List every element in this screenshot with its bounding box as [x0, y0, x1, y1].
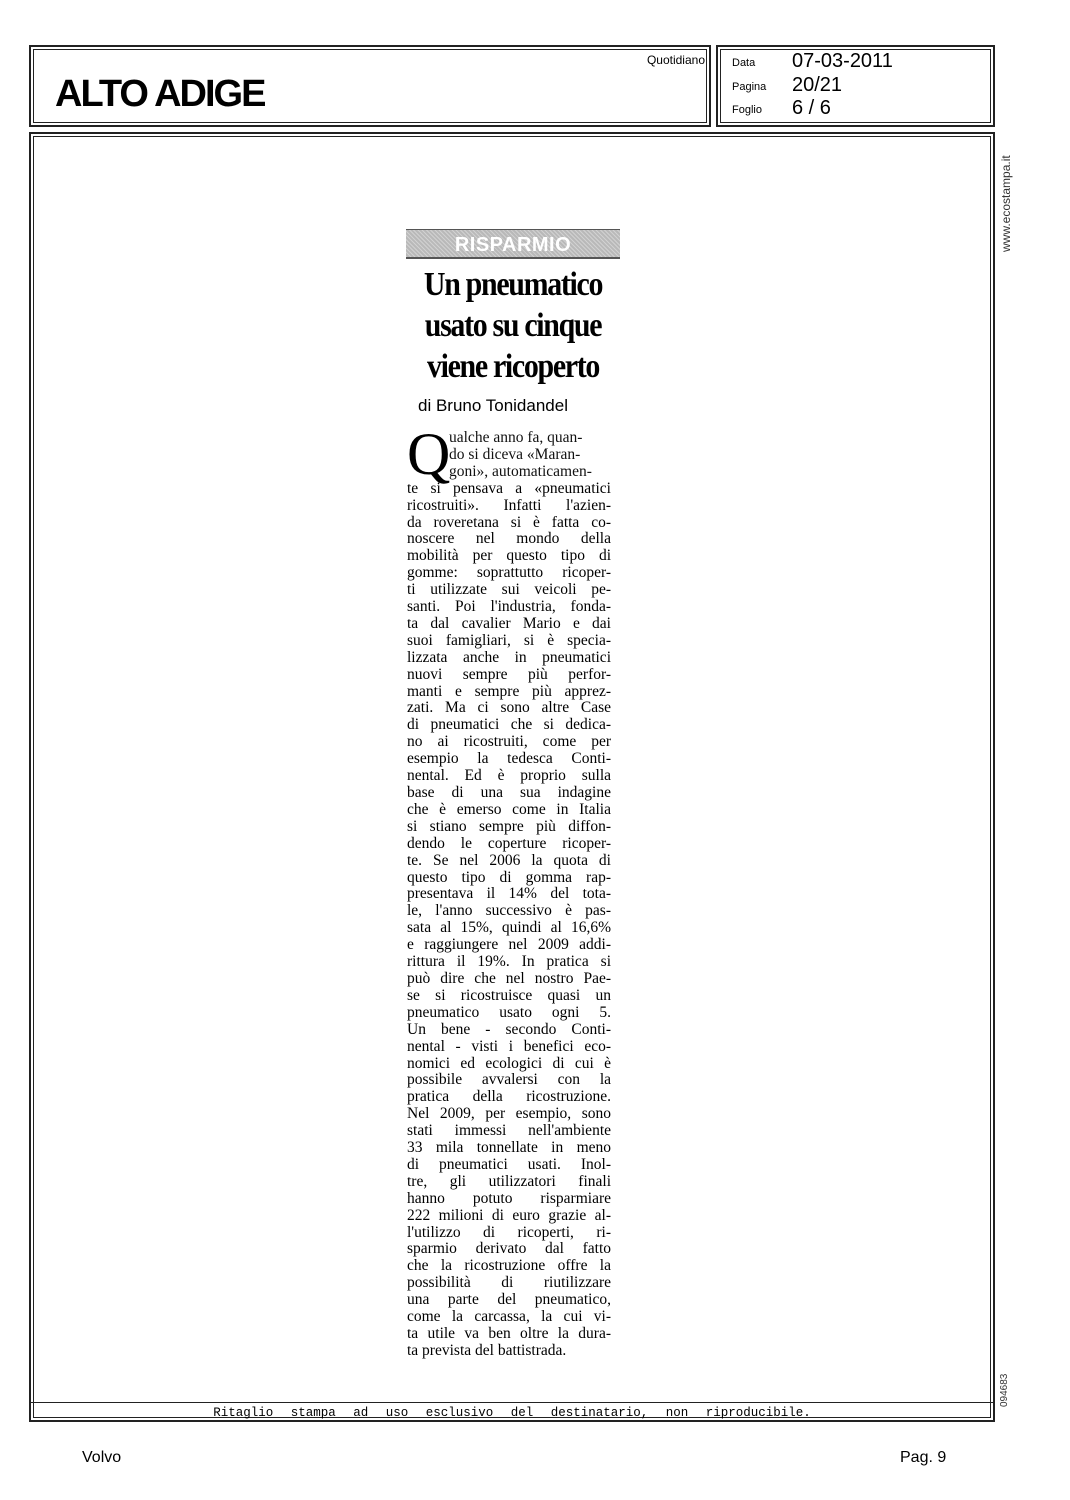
meta-value: 6 / 6 [792, 97, 831, 119]
headline-line: Un pneumatico [423, 266, 603, 303]
headline [396, 264, 630, 387]
masthead-box [29, 45, 711, 127]
page-number: Pag. 9 [900, 1449, 947, 1466]
article-line: nental - visti i benefici eco- [407, 1037, 611, 1055]
meta-value: 07-03-2011 [792, 50, 893, 72]
article-line: di pneumatici che si dedica- [407, 716, 611, 734]
article-line: se si ricostruisce quasi un [407, 986, 611, 1004]
disclaimer-text: Ritaglio stampa ad uso esclusivo del destinatario, non riproducibile. [213, 1406, 811, 1420]
disclaimer-divider [31, 1402, 993, 1403]
article-line: questo tipo di gomma rap- [407, 868, 611, 886]
article-line: base di una sua indagine [407, 784, 611, 801]
article-line: nuovi sempre più perfor- [407, 665, 611, 683]
article-line: l'utilizzo di ricoperti, ri- [407, 1223, 611, 1241]
article-line: come la carcassa, la cui vi- [407, 1308, 611, 1326]
article-line: ualche anno fa, quan- [449, 429, 583, 446]
article-line: gomme: soprattutto ricoper- [407, 564, 611, 582]
client-name: Volvo [82, 1449, 122, 1466]
article-line: do si diceva «Maran- [449, 445, 581, 463]
headline-line: usato su cinque [424, 307, 602, 344]
article-line: rittura il 19%. In pratica si [407, 953, 611, 971]
article-line: no ai ricostruiti, come per [407, 733, 611, 751]
article-line: 33 mila tonnellate in meno [407, 1139, 611, 1157]
article-body [407, 481, 611, 1360]
article-line: te si pensava a «pneumatici [407, 479, 611, 497]
section-label: RISPARMIO [454, 234, 572, 256]
article-line: stati immessi nell'ambiente [407, 1122, 611, 1140]
article-line: può dire che nel nostro Pae- [407, 969, 611, 987]
article-line: noscere nel mondo della [407, 530, 611, 548]
article-line: una parte del pneumatico, [407, 1291, 611, 1309]
article-line: si stiano sempre più diffon- [407, 817, 611, 835]
article-line: che è emerso come in Italia [407, 800, 611, 818]
article-line: nomici ed ecologici di cui è [407, 1054, 611, 1072]
article-line: le, l'anno successivo è pas- [407, 902, 611, 920]
side-code: 094683 [999, 1373, 1010, 1407]
article-line: da roveretana si è fatta co- [407, 513, 611, 531]
article-line: nental. Ed è proprio sulla [407, 767, 611, 785]
article-line: pneumatico usato ogni 5. [407, 1003, 611, 1021]
article-line: manti e sempre più apprez- [407, 682, 611, 700]
article-line: presentava il 14% del tota- [407, 885, 611, 903]
article-line: suoi famigliari, si è specia- [407, 631, 611, 649]
article-line: ti utilizzate sui veicoli pe- [407, 581, 611, 599]
article-line: Un bene - secondo Conti- [407, 1020, 611, 1038]
article-line: goni», automaticamen- [449, 462, 592, 480]
meta-label: Data [732, 57, 756, 69]
article-line: sata al 15%, quindi al 16,6% [407, 919, 611, 937]
article-line: Nel 2009, per esempio, sono [407, 1105, 611, 1123]
article-line: te. Se nel 2006 la quota di [407, 851, 611, 869]
article-line: esempio la tedesca Conti- [407, 750, 611, 768]
article-line: possibilità di riutilizzare [407, 1274, 611, 1292]
metadata-box [716, 45, 995, 127]
side-url: www.ecostampa.it [999, 155, 1013, 252]
newspaper-name: ALTO ADIGE [55, 73, 265, 115]
article-line: di pneumatici usati. Inol- [407, 1155, 611, 1173]
article-line: che la ricostruzione offre la [407, 1257, 611, 1275]
article-line: sparmio derivato dal fatto [407, 1240, 611, 1258]
article-line: ricostruiti». Infatti l'azien- [407, 496, 611, 514]
article-line: pratica della ricostruzione. [407, 1088, 611, 1106]
meta-value: 20/21 [792, 74, 843, 96]
meta-label: Foglio [732, 104, 762, 116]
headline-line: viene ricoperto [426, 348, 600, 385]
article-line: ta prevista del battistrada. [407, 1341, 567, 1359]
drop-cap: Q [407, 421, 451, 487]
article-line: e raggiungere nel 2009 addi- [407, 936, 611, 954]
article-line: lizzata anche in pneumatici [407, 648, 611, 666]
drop-cap-lines [449, 430, 611, 481]
article-line: ta utile va ben oltre la dura- [407, 1325, 611, 1342]
byline: di Bruno Tonidandel [418, 396, 568, 415]
article-line: tre, gli utilizzatori finali [407, 1172, 611, 1190]
article-line: santi. Poi l'industria, fonda- [407, 598, 611, 616]
article-line: zati. Ma ci sono altre Case [407, 699, 611, 717]
article-line: 222 milioni di euro grazie al- [407, 1206, 611, 1224]
article-line: mobilità per questo tipo di [407, 547, 611, 565]
article-line: ta dal cavalier Mario e dai [407, 614, 611, 632]
article-line: dendo le coperture ricoper- [407, 834, 611, 852]
article-line: hanno potuto risparmiare [407, 1189, 611, 1207]
meta-label: Pagina [732, 81, 767, 93]
publication-type: Quotidiano [646, 53, 705, 67]
article-line: possibile avvalersi con la [407, 1071, 611, 1089]
section-band [406, 229, 620, 259]
